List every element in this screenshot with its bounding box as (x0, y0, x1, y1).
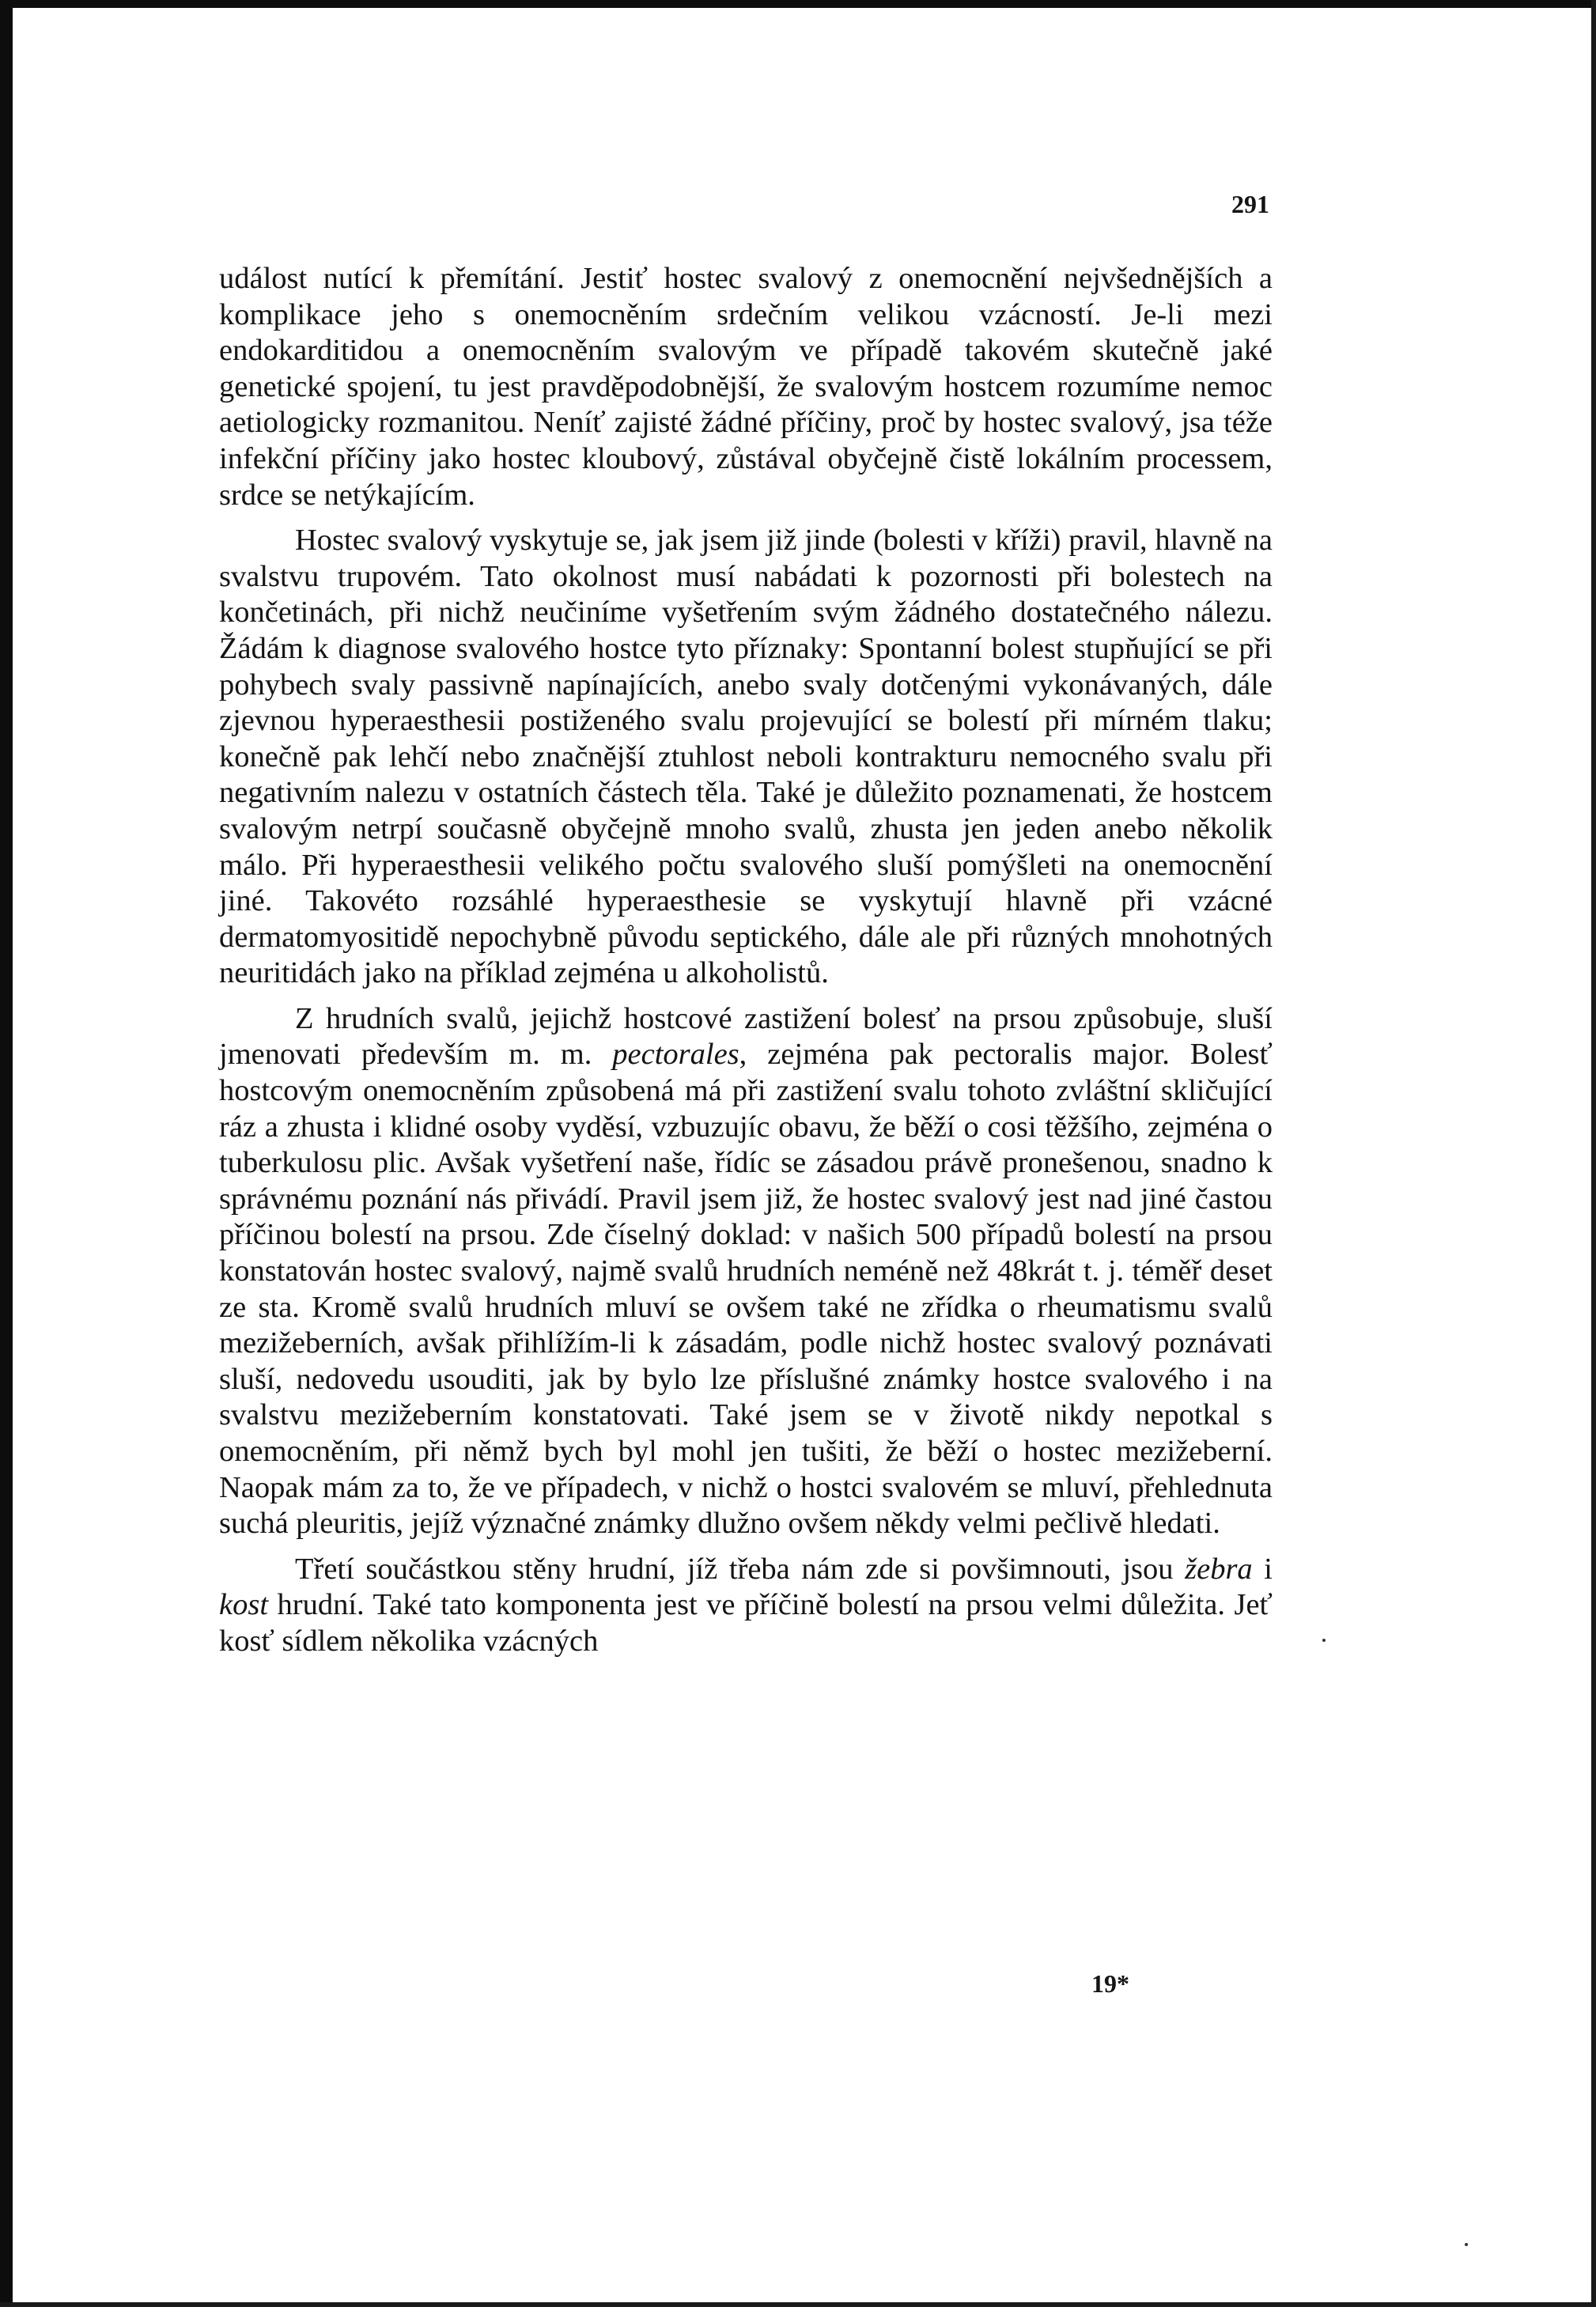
dust-speck (1465, 2243, 1468, 2246)
dust-speck (1322, 1639, 1326, 1642)
paragraph-4-part-3: hrudní. Také tato komponenta jest ve příčině bolestí na prsou velmi důležita. Jeť kosť sídlem několika vzácných (219, 1588, 1273, 1658)
paragraph-1: událost nutící k přemítání. Jestiť hostec svalový z onemocnění nejvšednějších a komplikace jeho s onemocněním srdečním velikou vzácností. Je-li mezi endokarditidou a onemocněním svalovým ve případě takovém skutečně jaké genetické spojení, tu jest pravděpodobnější, že svalovým hostcem rozumíme nemoc aetiologicky rozmanitou. Neníť zajisté žádné příčiny, proč by hostec svalový, jsa téže infekční příčiny jako hostec kloubový, zůstával obyčejně čistě lokálním processem, srdce se netýkajícím. (219, 262, 1273, 512)
paragraph-4-italic-term-1: žebra (1185, 1552, 1253, 1586)
scan-border-left (0, 0, 13, 2307)
page-number: 291 (1231, 190, 1269, 218)
paragraph-4-part-1: Třetí součástkou stěny hrudní, jíž třeba nám zde si povšimnouti, jsou (295, 1552, 1186, 1586)
paragraph-2: Hostec svalový vyskytuje se, jak jsem již jinde (bolesti v kříži) pravil, hlavně na svalstvu trupovém. Tato okolnost musí nabádati k pozornosti při bolestech na končetinách, při nichž neučiníme vyšetřením svým žádného dostatečného nálezu. Žádám k diagnose svalového hostce tyto příznaky: Spontanní bolest stupňující se při pohybech svaly passivně napínajících, anebo svaly dotčenými vykonávaných, dále zjevnou hyperaesthesii postiženého svalu projevující se bolestí při mírném tlaku; konečně pak lehčí nebo značnější ztuhlost neboli kontrakturu nemocného svalu při negativním nalezu v ostatních částech těla. Také je důležito poznamenati, že hostcem svalovým netrpí současně obyčejně mnoho svalů, zhusta jen jeden anebo několik málo. Při hyperaesthesii velikého počtu svalového sluší pomýšleti na onemocnění jiné. Takovéto rozsáhlé hyperaesthesie se vyskytují hlavně při vzácné dermatomyositidě nepochybně původu septického, dále ale při různých mnohotných neuritidách jako na příklad zejména u alkoholistů. (219, 524, 1273, 990)
paragraph-4 (219, 1552, 1273, 1660)
paragraph-3-part-2: , zejména pak pectoralis major. Bolesť hostcovým onemocněním způsobená má při zastižení svalu tohoto zvláštní skličující ráz a zhusta i klidné osoby vyděsí, vzbuzujíc obavu, že běží o cosi těžšího, zejména o tuberkulosu plic. Avšak vyšetření naše, řídíc se zásadou právě pronešenou, snadno k správnému poznání nás přivádí. Pravil jsem již, že hostec svalový jest nad jiné častou příčinou bolestí na prsou. Zde číselný doklad: v našich 500 případů bolestí na prsou konstatován hostec svalový, najmě svalů hrudních neméně než 48krát t. j. téměř deset ze sta. Kromě svalů hrudních mluví se ovšem také ne zřídka o rheumatismu svalů mezižeberních, avšak přihlížím-li k zásadám, podle nichž hostec svalový poznávati sluší, nedovedu usouditi, jak by bylo lze příslušné známky hostce svalového i na svalstvu mezižeberním konstatovati. Také jsem se v životě nikdy nepotkal s onemocněním, při němž bych byl mohl jen tušiti, že běží o hostec mezižeberní. Naopak mám za to, že ve případech, v nichž o hostci svalovém se mluví, přehlednuta suchá pleuritis, jejíž význačné známky dlužno ovšem někdy velmi pečlivě hledati. (219, 1038, 1273, 1541)
paragraph-3-italic-term: pectorales (612, 1038, 739, 1072)
body-text (219, 261, 1273, 1670)
paragraph-4-italic-term-2: kost (219, 1588, 269, 1622)
paragraph-3-part-1: Z hrudních svalů, jejichž hostcové zastižení bolesť na prsou způsobuje, sluší jmenovati především m. m. (219, 1001, 1273, 1072)
signature-mark: 19* (1091, 1969, 1129, 1998)
paragraph-3 (219, 1001, 1273, 1542)
paragraph-4-part-2: i (1252, 1552, 1273, 1586)
scan-border-bottom (0, 2302, 1596, 2307)
scan-border-right (1591, 0, 1596, 2307)
scan-border-top (0, 0, 1596, 8)
